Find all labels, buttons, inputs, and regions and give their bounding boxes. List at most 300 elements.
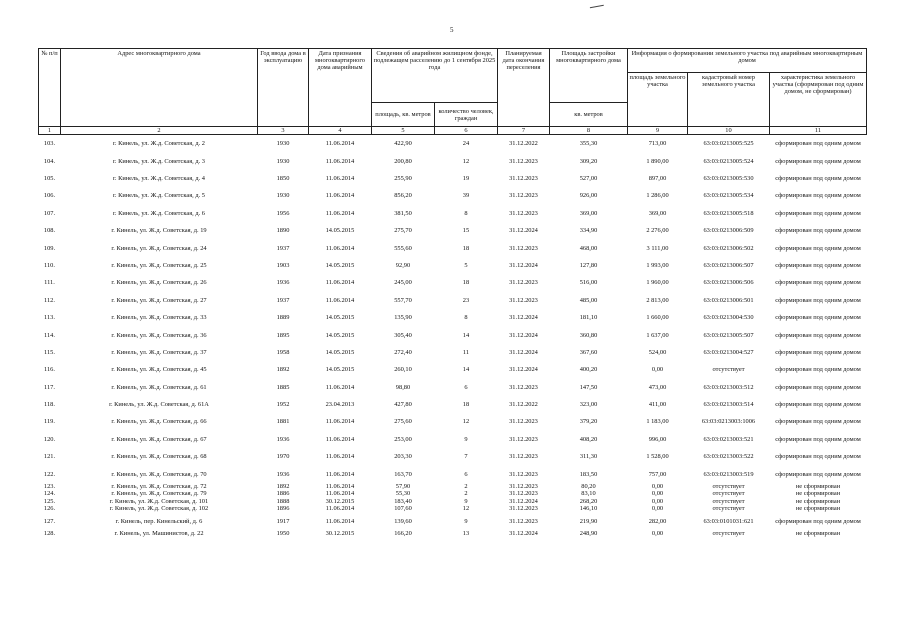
column-number: 2: [61, 127, 258, 135]
planned-end-cell: 31.12.2023: [509, 192, 538, 200]
address-cell: г. Кинель, ул. Ж.д. Советская, д. 27: [111, 296, 207, 304]
land-area-cell: 411,00: [648, 401, 667, 409]
emergency-date-cell: 11.06.2014: [325, 209, 355, 217]
built-area-cell: 309,20: [579, 157, 598, 165]
address-cell: г. Кинель, ул. Ж.д. Советская, д. 24: [111, 244, 207, 252]
row-number: 118.: [44, 401, 55, 409]
year-cell: 1881: [276, 418, 290, 426]
table-row: [39, 396, 867, 413]
planned-end-cell: 31.12.2023: [509, 296, 538, 304]
people-cell: 14: [462, 366, 470, 374]
built-area-cell: 147,50: [579, 383, 598, 391]
cadastral-cell: 63:03:0213005:525: [703, 140, 754, 148]
emergency-date-cell: 14.05.2015: [325, 227, 355, 235]
people-cell: 12: [462, 418, 470, 426]
people-cell: 9: [464, 497, 468, 505]
area-cell: 381,50: [394, 209, 412, 217]
land-char-cell: не сформирован: [795, 505, 841, 513]
land-area-cell: 369,00: [648, 209, 667, 217]
emergency-date-cell: 11.06.2014: [325, 157, 355, 165]
table-row: [39, 483, 867, 490]
emergency-date-cell: 11.06.2014: [325, 490, 355, 498]
year-cell: 1850: [276, 175, 290, 182]
cadastral-cell: 63:03:0213005:530: [703, 175, 754, 182]
scan-mark: [590, 5, 604, 10]
land-char-cell: сформирован под одним домом: [775, 157, 861, 165]
people-cell: 5: [464, 261, 468, 269]
land-area-cell: 0,00: [651, 483, 664, 491]
land-char-cell: сформирован под одним домом: [775, 296, 861, 304]
land-char-cell: сформирован под одним домом: [775, 418, 861, 426]
header-year: Год ввода дома в эксплуатацию: [258, 49, 309, 127]
built-area-cell: 926,00: [579, 192, 598, 200]
year-cell: 1937: [276, 296, 290, 304]
year-cell: 1930: [276, 140, 290, 148]
year-cell: 1903: [276, 261, 290, 269]
column-number: 7: [498, 127, 550, 135]
people-cell: 18: [462, 401, 470, 409]
column-number: 6: [435, 127, 498, 135]
area-cell: 135,90: [394, 314, 412, 322]
table-row: [39, 505, 867, 512]
year-cell: 1950: [276, 529, 290, 537]
emergency-date-cell: 11.06.2014: [325, 435, 355, 443]
address-cell: г. Кинель, ул. Ж.д. Советская, д. 72: [111, 483, 207, 491]
year-cell: 1885: [276, 383, 290, 391]
header-date-emergency: Дата признания многоквартирного дома аварийным: [309, 49, 372, 127]
emergency-date-cell: 14.05.2015: [325, 261, 355, 269]
year-cell: 1889: [276, 314, 290, 322]
area-cell: 92,90: [395, 261, 411, 269]
land-char-cell: сформирован под одним домом: [775, 279, 861, 287]
planned-end-cell: 31.12.2024: [509, 331, 538, 339]
planned-end-cell: 31.12.2024: [509, 366, 538, 374]
planned-end-cell: 31.12.2024: [509, 529, 538, 537]
emergency-date-cell: 11.06.2014: [325, 140, 355, 148]
row-number: 108.: [43, 227, 56, 235]
row-number: 107.: [43, 209, 56, 217]
planned-end-cell: 31.12.2023: [509, 244, 538, 252]
people-cell: 19: [462, 175, 470, 182]
table-row: [39, 309, 867, 326]
address-cell: г. Кинель, ул. Ж.д. Советская, д. 68: [111, 453, 207, 461]
address-cell: г. Кинель, пер. Кинельский, д. 6: [115, 517, 203, 525]
year-cell: 1930: [276, 157, 290, 165]
address-cell: г. Кинель, ул. Ж.д. Советская, д. 102: [109, 505, 209, 513]
land-char-cell: сформирован под одним домом: [775, 209, 861, 217]
table-row: [39, 361, 867, 378]
planned-end-cell: 31.12.2023: [509, 418, 538, 426]
land-char-cell: сформирован под одним домом: [775, 383, 861, 391]
row-number: 126.: [43, 505, 56, 513]
area-cell: 272,40: [394, 348, 412, 356]
built-area-cell: 248,90: [579, 529, 598, 537]
built-area-cell: 408,20: [579, 435, 598, 443]
table-row: [39, 222, 867, 239]
area-cell: 422,90: [394, 140, 412, 148]
row-number: 124.: [43, 490, 56, 498]
address-cell: г. Кинель, ул. Ж.д. Советская, д. 19: [111, 227, 207, 235]
built-area-cell: 527,00: [579, 175, 598, 182]
area-cell: 255,90: [394, 175, 412, 182]
land-char-cell: сформирован под одним домом: [775, 227, 861, 235]
table-row: [39, 379, 867, 396]
address-cell: г. Кинель, ул. Ж.д. Советская, д. 2: [112, 140, 205, 148]
built-area-cell: 516,00: [579, 279, 598, 287]
land-area-cell: 2 276,00: [646, 227, 669, 235]
year-cell: 1890: [276, 227, 290, 235]
planned-end-cell: 31.12.2024: [509, 348, 538, 356]
planned-end-cell: 31.12.2023: [509, 517, 538, 525]
emergency-date-cell: 11.06.2014: [325, 505, 355, 513]
land-char-cell: сформирован под одним домом: [775, 140, 861, 148]
table-row: [39, 152, 867, 169]
land-area-cell: 757,00: [648, 470, 667, 478]
land-char-cell: сформирован под одним домом: [775, 244, 861, 252]
table-row: [39, 205, 867, 222]
people-cell: 18: [462, 244, 470, 252]
header-built-area: Площадь застройки многоквартирного дома: [550, 49, 628, 103]
land-char-cell: сформирован под одним домом: [775, 453, 861, 461]
built-area-cell: 360,80: [579, 331, 598, 339]
cadastral-cell: 63:03:0213003:514: [703, 401, 754, 409]
emergency-date-cell: 11.06.2014: [325, 175, 355, 182]
row-number: 106.: [43, 192, 56, 200]
table-row: [39, 187, 867, 204]
header-planned-end: Планируемая дата окончания переселения: [498, 49, 550, 127]
cadastral-cell: 63:03:0213006:507: [703, 261, 754, 269]
cadastral-cell: 63:03:0213006:506: [703, 279, 754, 287]
people-cell: 9: [464, 435, 468, 443]
land-area-cell: 2 813,00: [646, 296, 669, 304]
cadastral-cell: 63:03:0213005:524: [703, 157, 754, 165]
row-number: 115.: [44, 348, 55, 356]
header-land-info: Информация о формировании земельного участка под аварийным многоквартирным домом: [628, 49, 867, 73]
row-number: 117.: [44, 383, 55, 391]
people-cell: 12: [462, 157, 470, 165]
built-area-cell: 127,80: [579, 261, 598, 269]
address-cell: г. Кинель, ул. Ж.д. Советская, д. 67: [111, 435, 207, 443]
people-cell: 8: [464, 209, 468, 217]
year-cell: 1936: [276, 279, 290, 287]
area-cell: 98,80: [395, 383, 411, 391]
planned-end-cell: 31.12.2023: [509, 490, 538, 498]
land-area-cell: 0,00: [651, 497, 664, 505]
cadastral-cell: 63:03:0213003:522: [703, 453, 754, 461]
row-number: 104.: [43, 157, 56, 165]
address-cell: г. Кинель, ул. Ж.д. Советская, д. 70: [111, 470, 207, 478]
cadastral-cell: 63:03:0213003:519: [703, 470, 754, 478]
table-row: [39, 413, 867, 430]
emergency-date-cell: 14.05.2015: [325, 314, 355, 322]
column-number: 3: [258, 127, 309, 135]
people-cell: 14: [462, 331, 470, 339]
land-char-cell: не сформирован: [795, 497, 841, 505]
land-char-cell: не сформирован: [795, 529, 841, 537]
land-char-cell: сформирован под одним домом: [775, 175, 861, 182]
area-cell: 427,80: [394, 401, 412, 409]
year-cell: 1958: [276, 348, 290, 356]
cadastral-cell: отсутствует: [712, 505, 745, 513]
built-area-cell: 83,10: [581, 490, 596, 498]
people-cell: 18: [462, 279, 470, 287]
area-cell: 203,30: [394, 453, 412, 461]
column-number: 9: [628, 127, 688, 135]
table-row: [39, 292, 867, 309]
planned-end-cell: 31.12.2023: [509, 175, 538, 182]
address-cell: г. Кинель, ул. Ж.д. Советская, д. 79: [111, 490, 207, 498]
cadastral-cell: отсутствует: [712, 490, 745, 498]
land-area-cell: 0,00: [651, 490, 664, 498]
people-cell: 7: [464, 453, 468, 461]
people-cell: 2: [464, 490, 468, 498]
land-char-cell: сформирован под одним домом: [775, 314, 861, 322]
planned-end-cell: 31.12.2023: [509, 483, 538, 491]
address-cell: г. Кинель, ул. Ж.д. Советская, д. 33: [111, 314, 207, 322]
year-cell: 1917: [276, 517, 290, 525]
cadastral-cell: 63:03:0213005:507: [703, 331, 754, 339]
cadastral-cell: отсутствует: [712, 529, 745, 537]
cadastral-cell: отсутствует: [712, 366, 745, 374]
column-number: 1: [39, 127, 61, 135]
land-char-cell: сформирован под одним домом: [775, 435, 861, 443]
area-cell: 166,20: [394, 529, 412, 537]
table-row: [39, 490, 867, 497]
header-area-sqm: площадь, кв. метров: [372, 103, 435, 127]
year-cell: 1930: [276, 192, 290, 200]
address-cell: г. Кинель, ул. Ж.д. Советская, д. 36: [111, 331, 207, 339]
built-area-cell: 183,50: [579, 470, 598, 478]
cadastral-cell: 63:03:0213006:501: [703, 296, 754, 304]
address-cell: г. Кинель, ул. Машинистов, д. 22: [114, 529, 204, 537]
year-cell: 1892: [276, 483, 290, 491]
row-number: 128.: [43, 529, 56, 537]
address-cell: г. Кинель, ул. Ж.д. Советская, д. 6: [112, 209, 205, 217]
land-area-cell: 0,00: [651, 505, 664, 513]
row-number: 123.: [43, 483, 56, 491]
address-cell: г. Кинель, ул. Ж.д. Советская, д. 4: [112, 175, 205, 182]
planned-end-cell: 31.12.2023: [509, 279, 538, 287]
table-row: [39, 431, 867, 448]
emergency-date-cell: 11.06.2014: [325, 483, 355, 491]
people-cell: 11: [462, 348, 470, 356]
emergency-date-cell: 23.04.2013: [325, 401, 355, 409]
header-address: Адрес многоквартирного дома: [61, 49, 258, 127]
year-cell: 1937: [276, 244, 290, 252]
built-area-cell: 181,10: [579, 314, 598, 322]
row-number: 120.: [43, 435, 56, 443]
cadastral-cell: 63:03:0213006:502: [703, 244, 754, 252]
planned-end-cell: 31.12.2023: [509, 383, 538, 391]
table-row: [39, 239, 867, 256]
emergency-date-cell: 30.12.2015: [325, 529, 355, 537]
land-char-cell: не сформирован: [795, 490, 841, 498]
area-cell: 275,60: [394, 418, 412, 426]
land-char-cell: сформирован под одним домом: [775, 261, 861, 269]
people-cell: 6: [464, 383, 468, 391]
land-area-cell: 1 637,00: [646, 331, 669, 339]
table-row: [39, 274, 867, 291]
built-area-cell: 379,20: [579, 418, 598, 426]
cadastral-cell: 63:03:0213003:1006: [701, 418, 756, 426]
cadastral-cell: отсутствует: [712, 483, 745, 491]
planned-end-cell: 31.12.2023: [509, 453, 538, 461]
area-cell: 245,00: [394, 279, 412, 287]
area-cell: 57,90: [395, 483, 411, 491]
planned-end-cell: 31.12.2023: [509, 505, 538, 513]
built-area-cell: 369,00: [579, 209, 598, 217]
land-area-cell: 0,00: [651, 529, 664, 537]
land-area-cell: 1 890,00: [646, 157, 669, 165]
land-area-cell: 1 528,00: [646, 453, 669, 461]
year-cell: 1892: [276, 366, 290, 374]
header-num: № п/п: [39, 49, 61, 127]
planned-end-cell: 31.12.2022: [509, 401, 538, 409]
land-area-cell: 1 286,00: [646, 192, 669, 200]
land-area-cell: 897,00: [648, 175, 667, 182]
area-cell: 55,30: [395, 490, 411, 498]
built-area-cell: 400,20: [579, 366, 598, 374]
planned-end-cell: 31.12.2024: [509, 314, 538, 322]
cadastral-cell: 63:03:0213003:512: [703, 383, 754, 391]
address-cell: г. Кинель, ул. Ж.д. Советская, д. 45: [111, 366, 207, 374]
emergency-date-cell: 11.06.2014: [325, 517, 355, 525]
area-cell: 856,20: [394, 192, 412, 200]
year-cell: 1936: [276, 435, 290, 443]
planned-end-cell: 31.12.2023: [509, 470, 538, 478]
emergency-date-cell: 14.05.2015: [325, 366, 355, 374]
area-cell: 107,60: [394, 505, 412, 513]
address-cell: г. Кинель, ул. Ж.д. Советская, д. 25: [111, 261, 207, 269]
land-char-cell: сформирован под одним домом: [775, 517, 861, 525]
cadastral-cell: 63:03:0101031:621: [703, 517, 754, 525]
area-cell: 275,70: [394, 227, 412, 235]
land-area-cell: 3 111,00: [646, 244, 669, 252]
people-cell: 9: [464, 517, 468, 525]
cadastral-cell: 63:03:0213006:509: [703, 227, 754, 235]
address-cell: г. Кинель, ул. Ж.д. Советская, д. 26: [111, 279, 207, 287]
housing-register-table: [38, 48, 867, 537]
header-cadastral: кадастровый номер земельного участка: [688, 73, 770, 127]
year-cell: 1896: [276, 505, 290, 513]
planned-end-cell: 31.12.2024: [509, 261, 538, 269]
row-number: 105.: [43, 175, 56, 182]
row-number: 125.: [43, 497, 56, 505]
built-area-cell: 334,90: [579, 227, 598, 235]
table-row: [39, 135, 867, 153]
column-number: 10: [688, 127, 770, 135]
year-cell: 1936: [276, 470, 290, 478]
row-number: 103.: [43, 140, 56, 148]
land-area-cell: 282,00: [648, 517, 667, 525]
row-number: 116.: [44, 366, 55, 374]
land-area-cell: 524,00: [648, 348, 667, 356]
people-cell: 8: [464, 314, 468, 322]
table-row: [39, 344, 867, 361]
emergency-date-cell: 11.06.2014: [325, 453, 355, 461]
cadastral-cell: 63:03:0213004:527: [703, 348, 754, 356]
column-number: 4: [309, 127, 372, 135]
cadastral-cell: 63:03:0213005:518: [703, 209, 754, 217]
built-area-cell: 219,90: [579, 517, 598, 525]
planned-end-cell: 31.12.2022: [509, 140, 538, 148]
people-cell: 39: [462, 192, 470, 200]
land-char-cell: сформирован под одним домом: [775, 192, 861, 200]
address-cell: г. Кинель, ул. Ж.д. Советская, д. 66: [111, 418, 207, 426]
emergency-date-cell: 14.05.2015: [325, 331, 355, 339]
cadastral-cell: 63:03:0213005:534: [703, 192, 754, 200]
people-cell: 23: [462, 296, 470, 304]
year-cell: 1952: [276, 401, 290, 409]
area-cell: 200,80: [394, 157, 412, 165]
emergency-date-cell: 11.06.2014: [325, 279, 355, 287]
row-number: 119.: [44, 418, 55, 426]
area-cell: 183,40: [394, 497, 412, 505]
land-area-cell: 1 993,00: [646, 261, 669, 269]
land-char-cell: не сформирован: [795, 483, 841, 491]
people-cell: 12: [462, 505, 470, 513]
address-cell: г. Кинель, ул. Ж.д. Советская, д. 5: [112, 192, 205, 200]
header-people-count: количество человек, граждан: [435, 103, 498, 127]
cadastral-cell: 63:03:0213003:521: [703, 435, 754, 443]
row-number: 112.: [44, 296, 55, 304]
address-cell: г. Кинель, ул. Ж.д. Советская, д. 61: [111, 383, 207, 391]
cadastral-cell: 63:03:0213004:530: [703, 314, 754, 322]
emergency-date-cell: 14.05.2015: [325, 348, 355, 356]
built-area-cell: 268,20: [579, 497, 598, 505]
header-unit-sqm: кв. метров: [550, 103, 628, 127]
planned-end-cell: 31.12.2023: [509, 435, 538, 443]
header-housing-info: Сведения об аварийном жилищном фонде, подлежащем расселению до 1 сентября 2025 года: [372, 49, 498, 103]
row-number: 109.: [43, 244, 56, 252]
column-number: 5: [372, 127, 435, 135]
planned-end-cell: 31.12.2023: [509, 157, 538, 165]
area-cell: 163,70: [394, 470, 412, 478]
address-cell: г. Кинель, ул. Ж.д. Советская, д. 3: [112, 157, 205, 165]
land-char-cell: сформирован под одним домом: [775, 331, 861, 339]
table-row: [39, 257, 867, 274]
table-row: [39, 326, 867, 343]
row-number: 113.: [44, 314, 55, 322]
column-number: 11: [770, 127, 867, 135]
header-land-char: характеристика земельного участка (сформирован под одним домом, не сформирован): [770, 73, 867, 127]
land-area-cell: 1 960,00: [646, 279, 669, 287]
land-area-cell: 473,00: [648, 383, 667, 391]
address-cell: г. Кинель, ул. Ж.д. Советская, д. 101: [109, 497, 209, 505]
year-cell: 1956: [276, 209, 290, 217]
cadastral-cell: отсутствует: [712, 497, 745, 505]
table-row: [39, 512, 867, 529]
address-cell: г. Кинель, ул. Ж.д. Советская, д. 61А: [109, 401, 209, 409]
row-number: 114.: [44, 331, 55, 339]
row-number: 111.: [44, 279, 55, 287]
emergency-date-cell: 11.06.2014: [325, 296, 355, 304]
built-area-cell: 355,30: [579, 140, 598, 148]
people-cell: 13: [462, 529, 470, 537]
land-area-cell: 0,00: [651, 366, 664, 374]
area-cell: 305,40: [394, 331, 412, 339]
built-area-cell: 485,00: [579, 296, 598, 304]
emergency-date-cell: 11.06.2014: [325, 383, 355, 391]
land-area-cell: 1 660,00: [646, 314, 669, 322]
emergency-date-cell: 11.06.2014: [325, 192, 355, 200]
table-body: [39, 135, 867, 538]
area-cell: 555,60: [394, 244, 412, 252]
page-number: 5: [450, 26, 454, 34]
area-cell: 557,70: [394, 296, 412, 304]
emergency-date-cell: 11.06.2014: [325, 418, 355, 426]
people-cell: 2: [464, 483, 468, 491]
